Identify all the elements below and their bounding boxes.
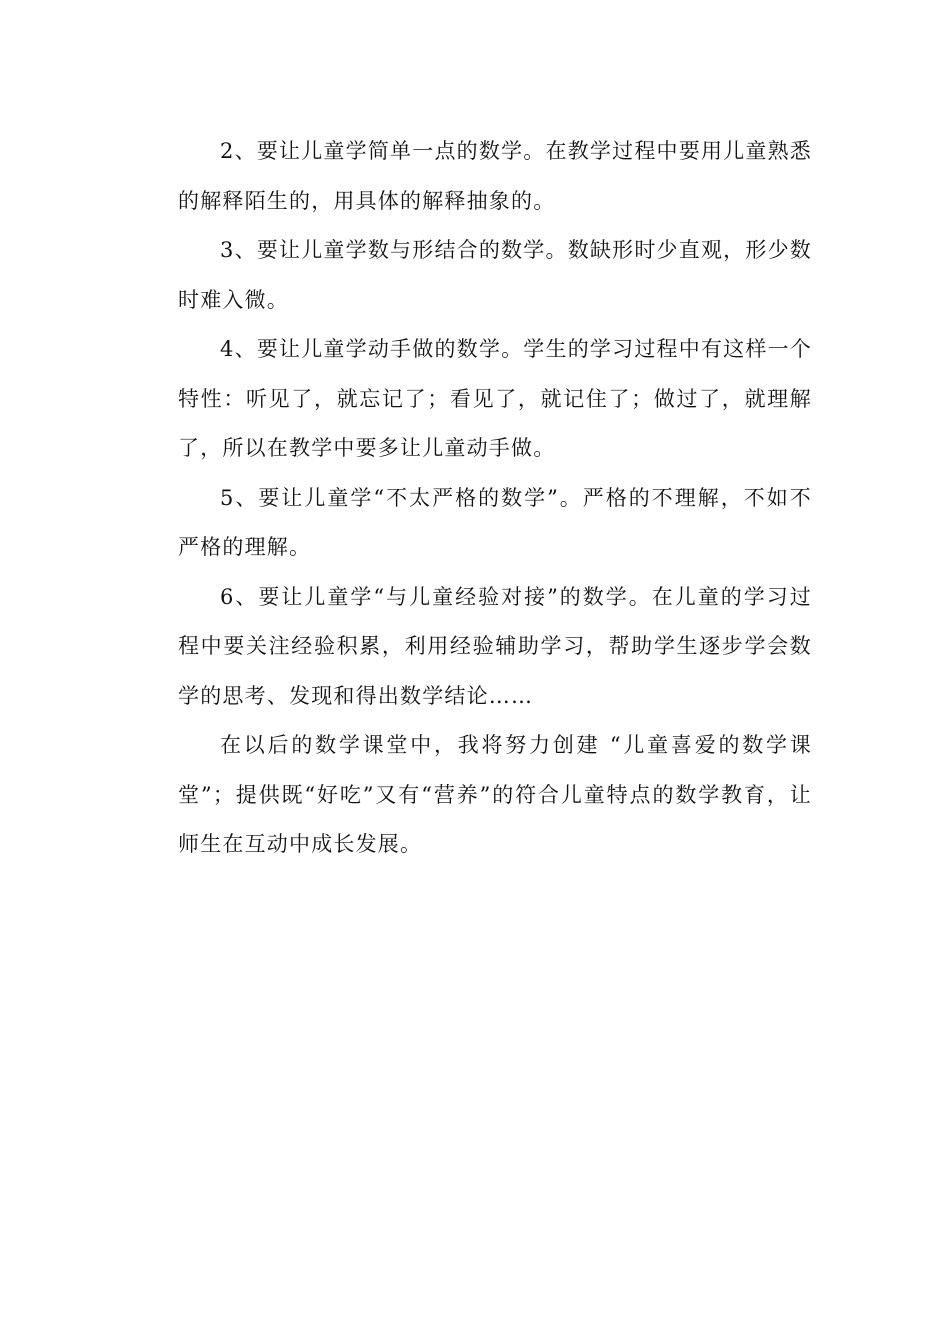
paragraph-point-6: 6、要让儿童学“与儿童经验对接”的数学。在儿童的学习过程中要关注经验积累，利用经验辅助学习，帮助学生逐步学会数学的思考、发现和得出数学结论…… — [178, 584, 812, 708]
document-body — [178, 127, 812, 870]
paragraph-point-4: 4、要让儿童学动手做的数学。学生的学习过程中有这样一个特性：听见了，就忘记了；看见了，就记住了；做过了，就理解了，所以在教学中要多让儿童动手做。 — [178, 337, 812, 460]
paragraph-point-5: 5、要让儿童学“不太严格的数学”。严格的不理解，不如不严格的理解。 — [178, 485, 812, 559]
paragraph-conclusion: 在以后的数学课堂中，我将努力创建 “儿童喜爱的数学课堂”；提供既“好吃”又有“营养”的符合儿童特点的数学教育，让师生在互动中成长发展。 — [178, 733, 812, 856]
paragraph-point-2: 2、要让儿童学简单一点的数学。在教学过程中要用儿童熟悉的解释陌生的，用具体的解释抽象的。 — [178, 139, 812, 213]
paragraph-point-3: 3、要让儿童学数与形结合的数学。数缺形时少直观，形少数时难入微。 — [178, 238, 812, 312]
